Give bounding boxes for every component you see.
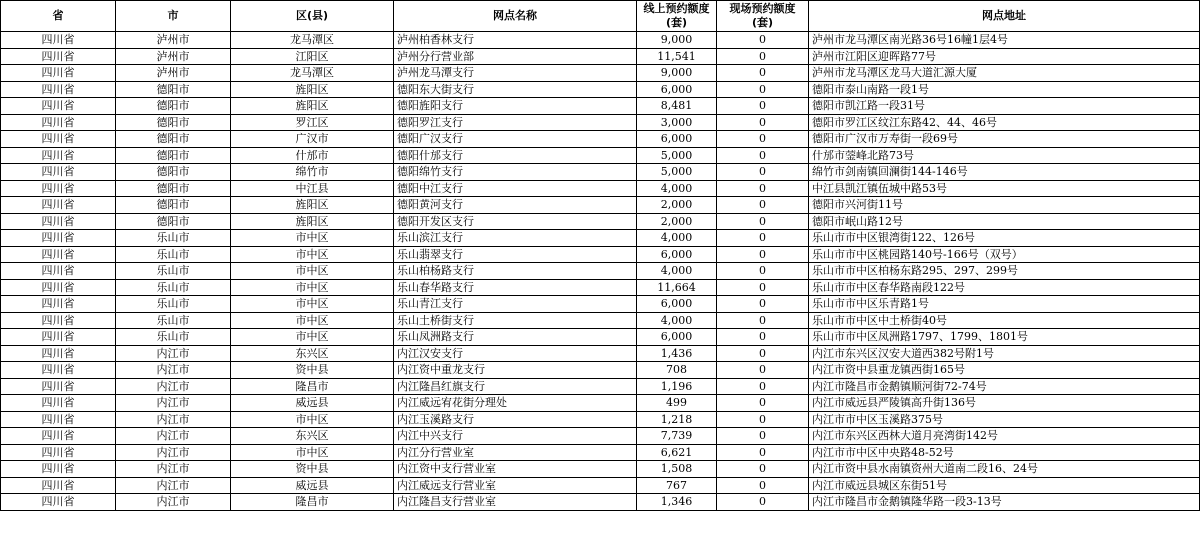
onsite-quota-cell: 0 xyxy=(717,230,809,247)
table-row xyxy=(1,312,1200,329)
table-row xyxy=(1,296,1200,313)
table-row xyxy=(1,98,1200,115)
branch-name-cell: 乐山青江支行 xyxy=(394,296,637,313)
district-cell: 广汉市 xyxy=(231,131,394,148)
onsite-quota-cell: 0 xyxy=(717,263,809,280)
branch-name-cell: 乐山土桥街支行 xyxy=(394,312,637,329)
address-cell: 内江市资中县重龙镇西街165号 xyxy=(809,362,1200,379)
city-cell: 德阳市 xyxy=(116,213,231,230)
online-quota-cell: 7,739 xyxy=(637,428,717,445)
city-cell: 德阳市 xyxy=(116,147,231,164)
address-cell: 内江市隆昌市金鹅镇顺河街72-74号 xyxy=(809,378,1200,395)
online-quota-cell: 767 xyxy=(637,477,717,494)
branch-name-cell: 内江玉溪路支行 xyxy=(394,411,637,428)
province-cell: 四川省 xyxy=(1,395,116,412)
online-quota-cell: 5,000 xyxy=(637,147,717,164)
province-cell: 四川省 xyxy=(1,32,116,49)
district-cell: 市中区 xyxy=(231,263,394,280)
onsite-quota-cell: 0 xyxy=(717,461,809,478)
branch-name-cell: 泸州柏香林支行 xyxy=(394,32,637,49)
district-cell: 东兴区 xyxy=(231,345,394,362)
district-cell: 罗江区 xyxy=(231,114,394,131)
online-quota-cell: 3,000 xyxy=(637,114,717,131)
city-cell: 德阳市 xyxy=(116,131,231,148)
province-cell: 四川省 xyxy=(1,131,116,148)
district-cell: 市中区 xyxy=(231,411,394,428)
province-cell: 四川省 xyxy=(1,296,116,313)
table-row xyxy=(1,197,1200,214)
address-cell: 德阳市广汉市万寿街一段69号 xyxy=(809,131,1200,148)
branch-name-cell: 德阳广汉支行 xyxy=(394,131,637,148)
province-cell: 四川省 xyxy=(1,362,116,379)
table-row xyxy=(1,164,1200,181)
onsite-quota-cell: 0 xyxy=(717,147,809,164)
district-cell: 资中县 xyxy=(231,362,394,379)
online-quota-cell: 2,000 xyxy=(637,197,717,214)
province-cell: 四川省 xyxy=(1,312,116,329)
address-cell: 泸州市江阳区迎晖路77号 xyxy=(809,48,1200,65)
branch-name-cell: 内江隆昌红旗支行 xyxy=(394,378,637,395)
city-cell: 内江市 xyxy=(116,477,231,494)
onsite-quota-cell: 0 xyxy=(717,48,809,65)
address-cell: 乐山市市中区桃园路140号-166号（双号） xyxy=(809,246,1200,263)
district-cell: 市中区 xyxy=(231,329,394,346)
city-cell: 乐山市 xyxy=(116,230,231,247)
province-cell: 四川省 xyxy=(1,494,116,511)
district-cell: 隆昌市 xyxy=(231,378,394,395)
address-cell: 乐山市市中区柏杨东路295、297、299号 xyxy=(809,263,1200,280)
table-row xyxy=(1,65,1200,82)
district-cell: 隆昌市 xyxy=(231,494,394,511)
address-cell: 乐山市市中区凤洲路1797、1799、1801号 xyxy=(809,329,1200,346)
onsite-quota-cell: 0 xyxy=(717,362,809,379)
onsite-quota-cell: 0 xyxy=(717,131,809,148)
branch-name-cell: 德阳什邡支行 xyxy=(394,147,637,164)
district-cell: 龙马潭区 xyxy=(231,32,394,49)
city-cell: 内江市 xyxy=(116,411,231,428)
address-cell: 乐山市市中区乐青路1号 xyxy=(809,296,1200,313)
address-cell: 内江市资中县水南镇资州大道南二段16、24号 xyxy=(809,461,1200,478)
onsite-quota-cell: 0 xyxy=(717,98,809,115)
table-row xyxy=(1,362,1200,379)
province-cell: 四川省 xyxy=(1,98,116,115)
online-quota-cell: 1,436 xyxy=(637,345,717,362)
onsite-quota-cell: 0 xyxy=(717,444,809,461)
province-cell: 四川省 xyxy=(1,411,116,428)
branch-name-cell: 内江隆昌支行营业室 xyxy=(394,494,637,511)
online-quota-cell: 2,000 xyxy=(637,213,717,230)
online-quota-cell: 6,621 xyxy=(637,444,717,461)
address-cell: 德阳市泰山南路一段1号 xyxy=(809,81,1200,98)
province-cell: 四川省 xyxy=(1,230,116,247)
branch-name-cell: 德阳黄河支行 xyxy=(394,197,637,214)
online-quota-cell: 499 xyxy=(637,395,717,412)
city-cell: 内江市 xyxy=(116,461,231,478)
branch-name-cell: 内江资中支行营业室 xyxy=(394,461,637,478)
online-quota-cell: 4,000 xyxy=(637,263,717,280)
district-cell: 江阳区 xyxy=(231,48,394,65)
city-cell: 乐山市 xyxy=(116,312,231,329)
onsite-quota-cell: 0 xyxy=(717,477,809,494)
district-cell: 绵竹市 xyxy=(231,164,394,181)
province-cell: 四川省 xyxy=(1,444,116,461)
province-cell: 四川省 xyxy=(1,48,116,65)
province-cell: 四川省 xyxy=(1,65,116,82)
table-row xyxy=(1,147,1200,164)
district-cell: 旌阳区 xyxy=(231,213,394,230)
branch-name-cell: 内江威远宥花街分理处 xyxy=(394,395,637,412)
table-row xyxy=(1,279,1200,296)
city-cell: 乐山市 xyxy=(116,329,231,346)
branch-name-cell: 内江资中重龙支行 xyxy=(394,362,637,379)
city-cell: 内江市 xyxy=(116,428,231,445)
online-quota-cell: 1,508 xyxy=(637,461,717,478)
address-cell: 内江市威远县严陵镇高升街136号 xyxy=(809,395,1200,412)
onsite-quota-cell: 0 xyxy=(717,428,809,445)
header-province: 省 xyxy=(1,1,116,32)
online-quota-cell: 6,000 xyxy=(637,246,717,263)
branch-name-cell: 内江分行营业室 xyxy=(394,444,637,461)
province-cell: 四川省 xyxy=(1,345,116,362)
address-cell: 中江县凯江镇伍城中路53号 xyxy=(809,180,1200,197)
city-cell: 内江市 xyxy=(116,444,231,461)
address-cell: 泸州市龙马潭区南光路36号16幢1层4号 xyxy=(809,32,1200,49)
branch-name-cell: 乐山柏杨路支行 xyxy=(394,263,637,280)
province-cell: 四川省 xyxy=(1,213,116,230)
branch-name-cell: 德阳旌阳支行 xyxy=(394,98,637,115)
district-cell: 旌阳区 xyxy=(231,81,394,98)
online-quota-cell: 1,218 xyxy=(637,411,717,428)
table-row xyxy=(1,230,1200,247)
online-quota-cell: 6,000 xyxy=(637,329,717,346)
branch-name-cell: 内江威远支行营业室 xyxy=(394,477,637,494)
address-cell: 泸州市龙马潭区龙马大道汇源大厦 xyxy=(809,65,1200,82)
onsite-quota-cell: 0 xyxy=(717,312,809,329)
district-cell: 市中区 xyxy=(231,444,394,461)
branch-name-cell: 内江中兴支行 xyxy=(394,428,637,445)
city-cell: 乐山市 xyxy=(116,246,231,263)
onsite-quota-cell: 0 xyxy=(717,197,809,214)
city-cell: 德阳市 xyxy=(116,197,231,214)
province-cell: 四川省 xyxy=(1,279,116,296)
onsite-quota-cell: 0 xyxy=(717,213,809,230)
onsite-quota-cell: 0 xyxy=(717,494,809,511)
onsite-quota-cell: 0 xyxy=(717,114,809,131)
onsite-quota-cell: 0 xyxy=(717,411,809,428)
province-cell: 四川省 xyxy=(1,81,116,98)
district-cell: 东兴区 xyxy=(231,428,394,445)
city-cell: 内江市 xyxy=(116,395,231,412)
branch-name-cell: 德阳绵竹支行 xyxy=(394,164,637,181)
district-cell: 什邡市 xyxy=(231,147,394,164)
online-quota-cell: 4,000 xyxy=(637,180,717,197)
online-quota-cell: 9,000 xyxy=(637,32,717,49)
city-cell: 德阳市 xyxy=(116,114,231,131)
district-cell: 威远县 xyxy=(231,395,394,412)
online-quota-cell: 6,000 xyxy=(637,131,717,148)
city-cell: 德阳市 xyxy=(116,180,231,197)
city-cell: 泸州市 xyxy=(116,65,231,82)
district-cell: 市中区 xyxy=(231,246,394,263)
table-row xyxy=(1,395,1200,412)
city-cell: 乐山市 xyxy=(116,263,231,280)
city-cell: 德阳市 xyxy=(116,164,231,181)
address-cell: 内江市东兴区西林大道月亮湾街142号 xyxy=(809,428,1200,445)
address-cell: 德阳市罗江区纹江东路42、44、46号 xyxy=(809,114,1200,131)
city-cell: 内江市 xyxy=(116,378,231,395)
table-row xyxy=(1,180,1200,197)
city-cell: 内江市 xyxy=(116,494,231,511)
table-row xyxy=(1,32,1200,49)
table-row xyxy=(1,246,1200,263)
address-cell: 内江市威远县城区东街51号 xyxy=(809,477,1200,494)
province-cell: 四川省 xyxy=(1,477,116,494)
address-cell: 内江市市中区中央路48-52号 xyxy=(809,444,1200,461)
table-row xyxy=(1,48,1200,65)
province-cell: 四川省 xyxy=(1,114,116,131)
address-cell: 德阳市岷山路12号 xyxy=(809,213,1200,230)
header-branch-name: 网点名称 xyxy=(394,1,637,32)
table-row xyxy=(1,345,1200,362)
online-quota-cell: 4,000 xyxy=(637,312,717,329)
branch-name-cell: 内江汉安支行 xyxy=(394,345,637,362)
table-row xyxy=(1,444,1200,461)
header-row xyxy=(1,1,1200,32)
onsite-quota-cell: 0 xyxy=(717,32,809,49)
district-cell: 中江县 xyxy=(231,180,394,197)
table-row xyxy=(1,81,1200,98)
table-row xyxy=(1,329,1200,346)
onsite-quota-cell: 0 xyxy=(717,81,809,98)
branch-name-cell: 泸州分行营业部 xyxy=(394,48,637,65)
header-onsite-quota: 现场预约额度(套) xyxy=(717,1,809,32)
province-cell: 四川省 xyxy=(1,263,116,280)
header-district: 区(县) xyxy=(231,1,394,32)
city-cell: 乐山市 xyxy=(116,296,231,313)
district-cell: 市中区 xyxy=(231,312,394,329)
online-quota-cell: 11,541 xyxy=(637,48,717,65)
onsite-quota-cell: 0 xyxy=(717,296,809,313)
branch-name-cell: 德阳东大街支行 xyxy=(394,81,637,98)
district-cell: 资中县 xyxy=(231,461,394,478)
onsite-quota-cell: 0 xyxy=(717,65,809,82)
table-body xyxy=(1,32,1200,511)
header-city: 市 xyxy=(116,1,231,32)
branch-name-cell: 德阳中江支行 xyxy=(394,180,637,197)
online-quota-cell: 5,000 xyxy=(637,164,717,181)
branch-name-cell: 泸州龙马潭支行 xyxy=(394,65,637,82)
table-row xyxy=(1,263,1200,280)
city-cell: 德阳市 xyxy=(116,98,231,115)
table-row xyxy=(1,477,1200,494)
table-row xyxy=(1,428,1200,445)
online-quota-cell: 9,000 xyxy=(637,65,717,82)
district-cell: 市中区 xyxy=(231,230,394,247)
province-cell: 四川省 xyxy=(1,164,116,181)
table-row xyxy=(1,131,1200,148)
province-cell: 四川省 xyxy=(1,246,116,263)
online-quota-cell: 8,481 xyxy=(637,98,717,115)
online-quota-cell: 708 xyxy=(637,362,717,379)
district-cell: 威远县 xyxy=(231,477,394,494)
city-cell: 内江市 xyxy=(116,345,231,362)
header-online-quota: 线上预约额度(套) xyxy=(637,1,717,32)
online-quota-cell: 1,196 xyxy=(637,378,717,395)
table-row xyxy=(1,378,1200,395)
branch-name-cell: 乐山翡翠支行 xyxy=(394,246,637,263)
branch-name-cell: 德阳开发区支行 xyxy=(394,213,637,230)
address-cell: 乐山市市中区春华路南段122号 xyxy=(809,279,1200,296)
address-cell: 德阳市凯江路一段31号 xyxy=(809,98,1200,115)
province-cell: 四川省 xyxy=(1,329,116,346)
table-row xyxy=(1,213,1200,230)
province-cell: 四川省 xyxy=(1,428,116,445)
onsite-quota-cell: 0 xyxy=(717,329,809,346)
table-row xyxy=(1,461,1200,478)
onsite-quota-cell: 0 xyxy=(717,180,809,197)
province-cell: 四川省 xyxy=(1,147,116,164)
city-cell: 泸州市 xyxy=(116,32,231,49)
address-cell: 德阳市兴河街11号 xyxy=(809,197,1200,214)
address-cell: 内江市隆昌市金鹅镇隆华路一段3-13号 xyxy=(809,494,1200,511)
city-cell: 内江市 xyxy=(116,362,231,379)
city-cell: 乐山市 xyxy=(116,279,231,296)
district-cell: 龙马潭区 xyxy=(231,65,394,82)
onsite-quota-cell: 0 xyxy=(717,246,809,263)
district-cell: 市中区 xyxy=(231,296,394,313)
province-cell: 四川省 xyxy=(1,378,116,395)
header-address: 网点地址 xyxy=(809,1,1200,32)
online-quota-cell: 6,000 xyxy=(637,81,717,98)
city-cell: 泸州市 xyxy=(116,48,231,65)
table-row xyxy=(1,411,1200,428)
address-cell: 乐山市市中区银湾街122、126号 xyxy=(809,230,1200,247)
branch-name-cell: 乐山春华路支行 xyxy=(394,279,637,296)
district-cell: 旌阳区 xyxy=(231,98,394,115)
district-cell: 市中区 xyxy=(231,279,394,296)
province-cell: 四川省 xyxy=(1,197,116,214)
city-cell: 德阳市 xyxy=(116,81,231,98)
online-quota-cell: 4,000 xyxy=(637,230,717,247)
table-row xyxy=(1,114,1200,131)
online-quota-cell: 1,346 xyxy=(637,494,717,511)
address-cell: 乐山市市中区中土桥街40号 xyxy=(809,312,1200,329)
address-cell: 什邡市蓥峰北路73号 xyxy=(809,147,1200,164)
onsite-quota-cell: 0 xyxy=(717,279,809,296)
onsite-quota-cell: 0 xyxy=(717,345,809,362)
onsite-quota-cell: 0 xyxy=(717,395,809,412)
address-cell: 内江市市中区玉溪路375号 xyxy=(809,411,1200,428)
online-quota-cell: 11,664 xyxy=(637,279,717,296)
province-cell: 四川省 xyxy=(1,180,116,197)
province-cell: 四川省 xyxy=(1,461,116,478)
branch-name-cell: 德阳罗江支行 xyxy=(394,114,637,131)
onsite-quota-cell: 0 xyxy=(717,164,809,181)
district-cell: 旌阳区 xyxy=(231,197,394,214)
online-quota-cell: 6,000 xyxy=(637,296,717,313)
address-cell: 绵竹市剑南镇回澜街144-146号 xyxy=(809,164,1200,181)
onsite-quota-cell: 0 xyxy=(717,378,809,395)
table-row xyxy=(1,494,1200,511)
address-cell: 内江市东兴区汉安大道西382号附1号 xyxy=(809,345,1200,362)
branch-name-cell: 乐山凤洲路支行 xyxy=(394,329,637,346)
branch-name-cell: 乐山滨江支行 xyxy=(394,230,637,247)
